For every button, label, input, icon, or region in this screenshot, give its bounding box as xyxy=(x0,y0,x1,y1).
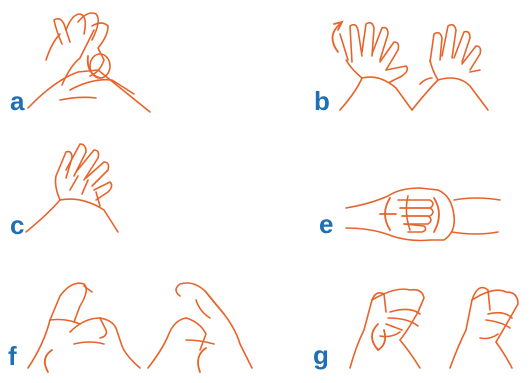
step-c-label: c xyxy=(10,210,25,240)
step-e-label: e xyxy=(319,209,334,239)
step-b-label: b xyxy=(314,86,330,116)
step-f-label: f xyxy=(8,341,17,371)
step-a-label: a xyxy=(10,86,25,116)
step-g-label: g xyxy=(313,340,329,370)
